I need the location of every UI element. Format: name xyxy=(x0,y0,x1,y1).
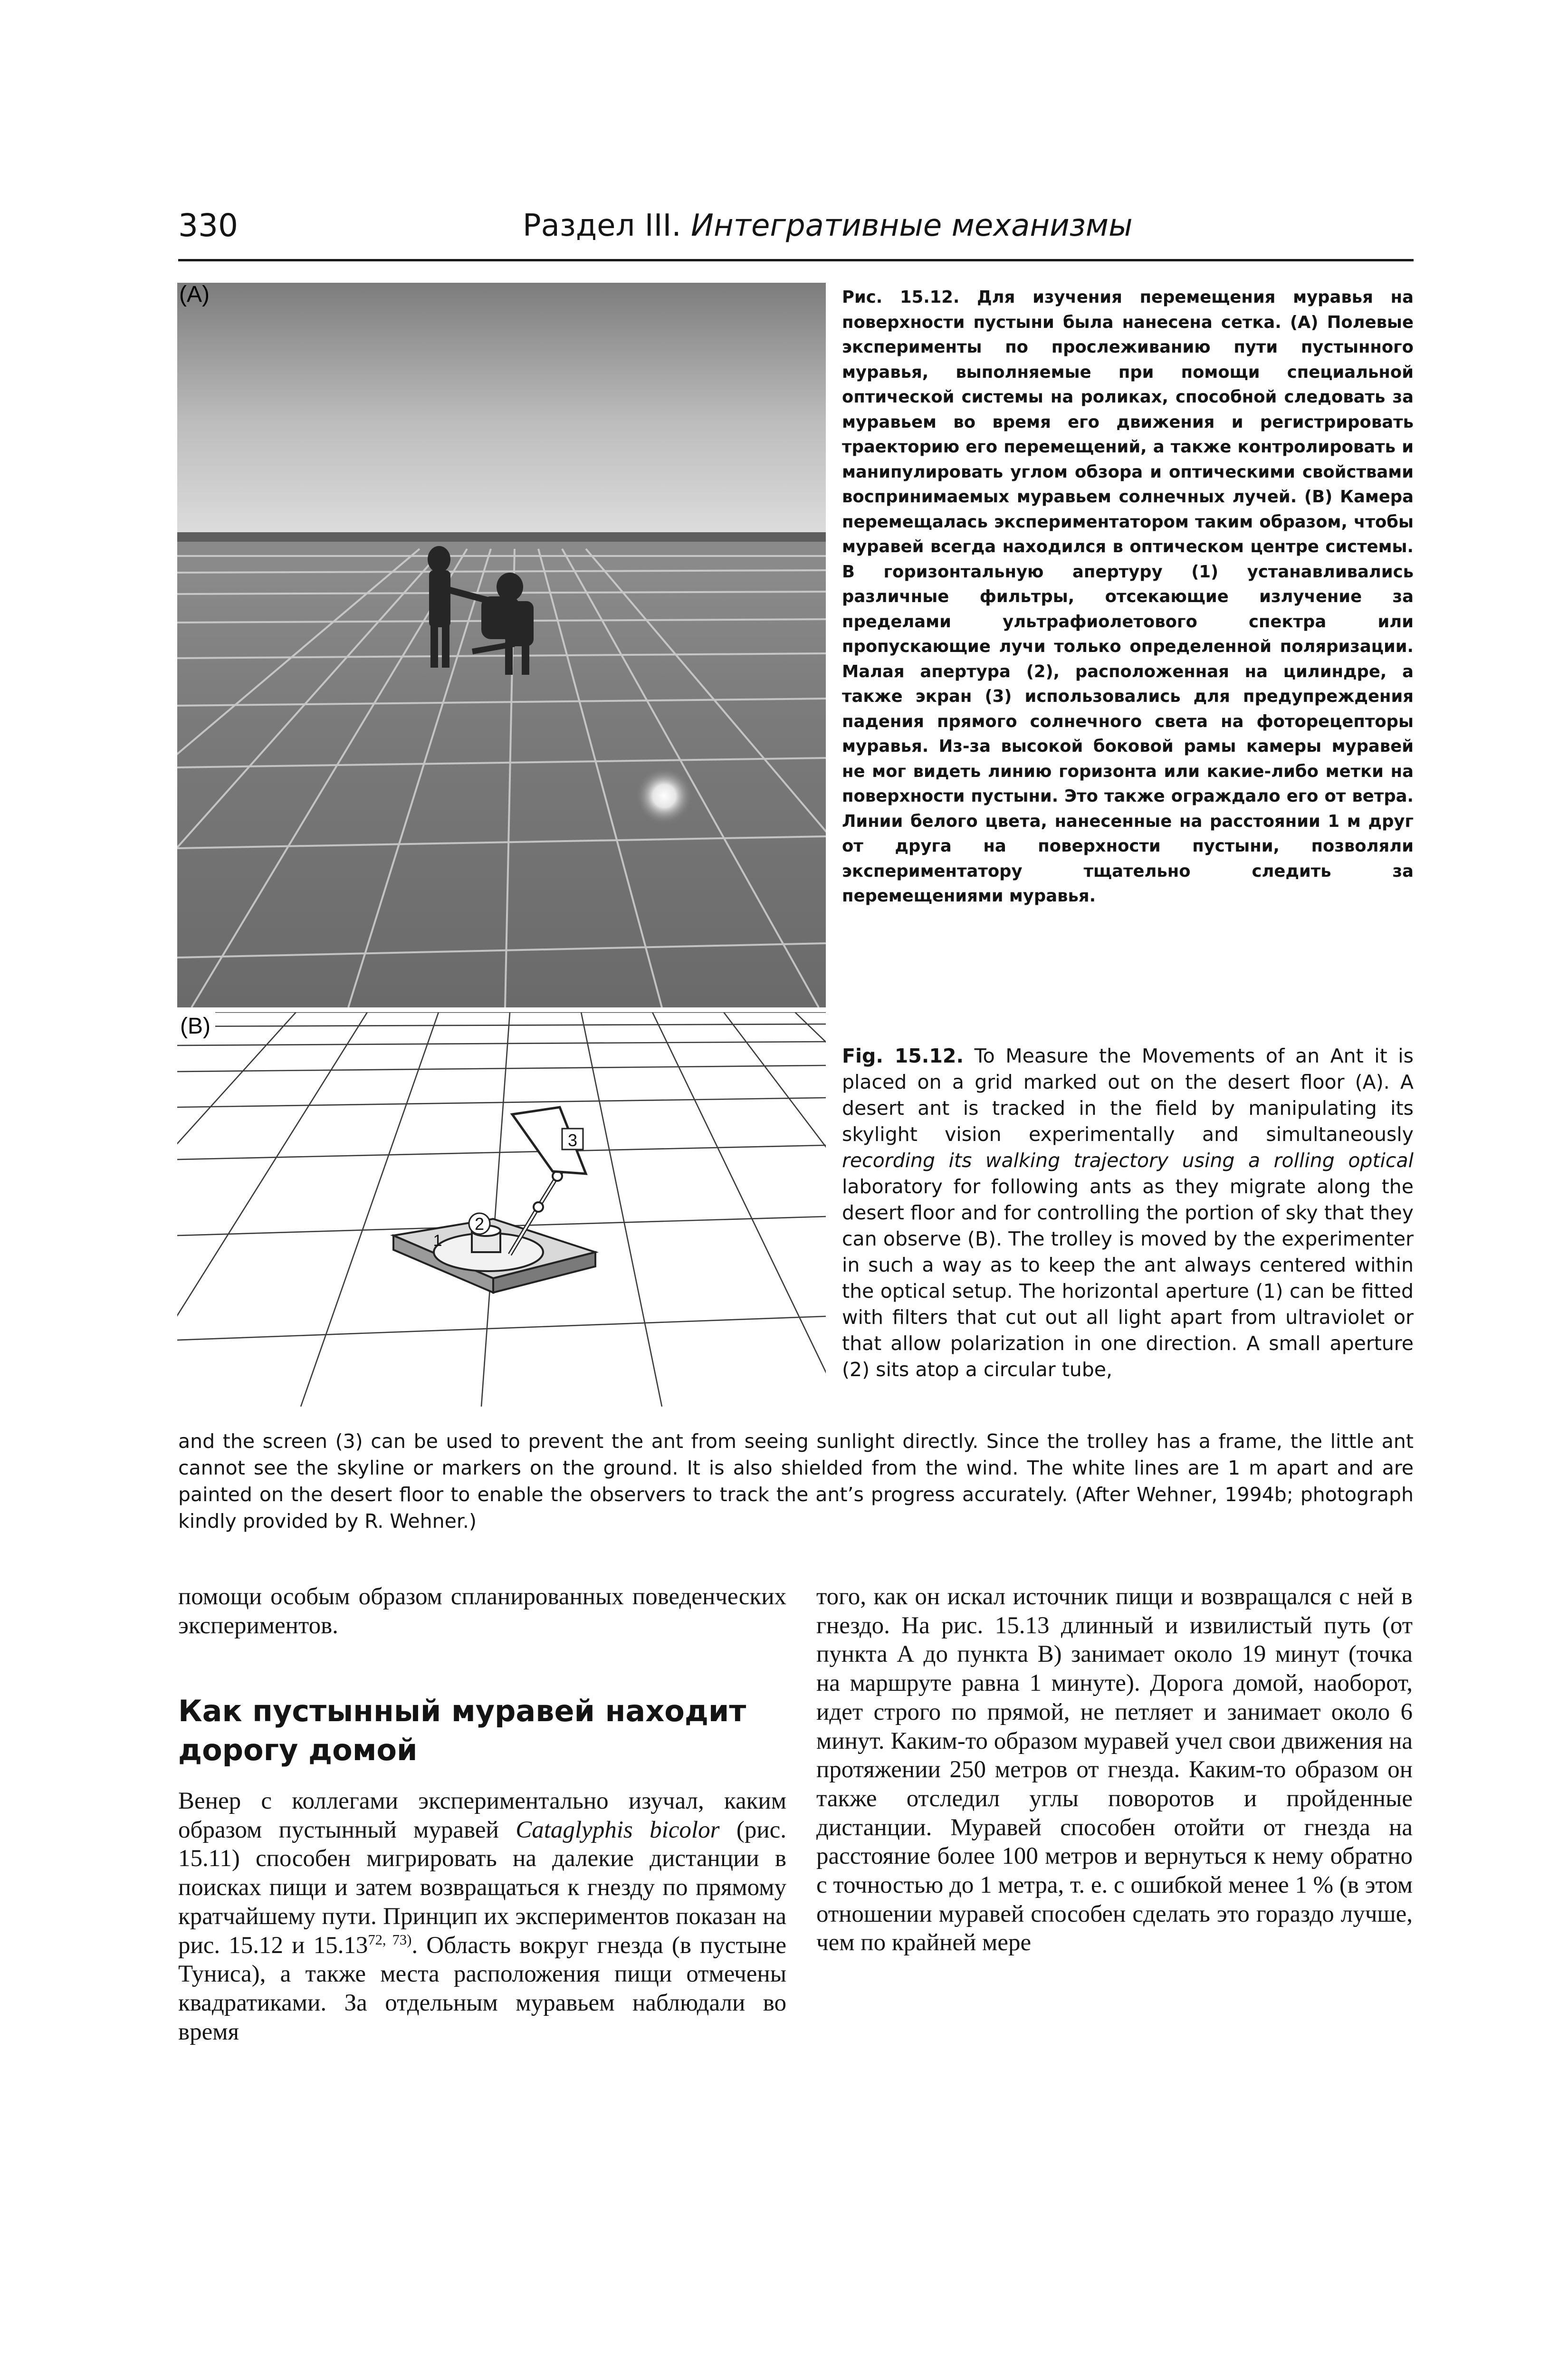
caption-en-text-1: To Measure the Movements of an Ant it is placed on a grid marked out on the desert floor (A). A desert ant is tracked in the field by manipulating its skylight vision experimentally and simultaneously xyxy=(842,1044,1414,1146)
reference-superscript: 72, 73) xyxy=(368,1931,412,1948)
caption-english-continued xyxy=(178,1428,1414,1534)
section-prefix: Раздел III. xyxy=(523,208,681,243)
body-col1-end: . Область вокруг гнезда (в пустыне Туниса), а также места расположения пищи отмечены квадратиками. За отдельным муравьем наблюдали во время xyxy=(178,1932,786,2045)
caption-en-fig-label: Fig. 15.12. xyxy=(842,1044,964,1067)
body-col1-mid: (рис. 15.11) способен мигрировать на далекие дистанции в поисках пищи и затем возвращаться к гнезду по прямому кратчайшему пути. Принцип их экспериментов показан на рис. 15.12 и 15.13 xyxy=(178,1816,787,1959)
label-aperture-1: 1 xyxy=(433,1232,442,1250)
caption-ru-text: Для изучения перемещения муравья на поверхности пустыни была нанесена сетка. (А) Полевые эксперименты по прослеживанию пути пустынного муравья, выполняемые при помощи специальной оптической системы на роликах, способной следовать за муравьем во время его движения и регистрировать траекторию его перемещений, а также контролировать и манипулировать углом обзора и оптическими свойствами воспринимаемых муравьем солнечных лучей. (В) Камера перемещалась экспериментатором таким образом, чтобы муравей всегда находился в оптическом центре системы. В горизонтальную апертуру (1) устанавливались различные фильтры, отсекающие излучение за пределами ультрафиолетового спектра или пропускающие лучи только определенной поляризации. Малая апертура (2), расположенная на цилиндре, а также экран (3) использовались для предупреждения падения прямого солнечного света на фоторецепторы муравья. Из-за высокой боковой рамы камеры муравей не мог видеть линию горизонта или какие-либо метки на поверхности пустыни. Это также ограждало его от ветра. Линии белого цвета, нанесенные на расстоянии 1 м друг от друга на поверхности пустыни, позволяли экспериментатору тщательно следить за перемещениями муравья. xyxy=(842,287,1414,906)
label-screen-3: 3 xyxy=(567,1131,578,1150)
header-rule xyxy=(178,259,1414,261)
caption-en-text-2: laboratory for following ants as they migrate along the desert floor and for controlling the portion of sky that they can observe (B). The trolley is moved by the experimenter in such a way as to keep the ant always centered within the optical setup. The horizontal aperture (1) can be fitted with filters that cut out all light apart from ultraviolet or that allow polarization in one direction. A small aperture (2) sits atop a circular tube, xyxy=(842,1175,1414,1381)
body-column-2 xyxy=(816,1582,1413,1957)
body-column-1 xyxy=(178,1787,786,2046)
running-head xyxy=(178,204,1414,257)
caption-english xyxy=(842,1043,1414,1383)
label-aperture-2: 2 xyxy=(474,1214,485,1234)
panel-a-label: (A) xyxy=(179,283,210,307)
figure-photo-panel-a xyxy=(177,283,826,1007)
body-col1-start: Венер с коллегами экспериментально изучал, каким образом пустынный муравей xyxy=(178,1788,786,1843)
section-title xyxy=(523,204,1133,247)
caption-en-text-wide: and the screen (3) can be used to prevent the ant from seeing sunlight directly. Since the trolley has a frame, the little ant cannot see the skyline or markers on the ground. It is also shielded from the wind. The white lines are 1 m apart and are painted on the desert floor to enable the observers to track the ant’s progress accurately. (After Wehner, 1994b; photograph kindly provided by R. Wehner.) xyxy=(178,1430,1414,1533)
body-col2-text: того, как он искал источник пищи и возвращался с ней в гнездо. На рис. 15.13 длинный и извилистый путь (от пункта А до пункта В) занимает около 19 минут (точка на маршруте равна 1 минуте). Дорога домой, наоборот, идет строго по прямой, не петляет и занимает около 6 минут. Каким-то образом муравей учел свои движения на протяжении 250 метров от гнезда. Каким-то образом он также отследил углы поворотов и пройденные дистанции. Муравей способен отойти от гнезда на расстояние более 100 метров и вернуться к нему обратно с точностью до 1 метра, т. е. с ошибкой менее 1 % (в этом отношении муравей способен сделать это гораздо лучше, чем по крайней мере xyxy=(816,1583,1413,1956)
section-name: Интегративные механизмы xyxy=(691,208,1133,243)
panel-b-label: (B) xyxy=(180,1014,210,1039)
body-col1-top-text: помощи особым образом спланированных поведенческих экспериментов. xyxy=(178,1583,786,1639)
figure-diagram-panel-b xyxy=(177,1012,826,1407)
optical-trolley-diagram xyxy=(177,1012,826,1407)
section-heading: Как пустынный муравей находит дорогу домой xyxy=(178,1694,746,1767)
page-number: 330 xyxy=(178,207,238,244)
caption-en-text-italic: recording its walking trajectory using a rolling optical xyxy=(842,1149,1414,1172)
caption-ru-fig-label: Рис. 15.12. xyxy=(842,287,960,307)
species-name: Cataglyphis bicolor xyxy=(516,1816,720,1843)
body-column-1-top xyxy=(178,1582,786,1640)
caption-russian xyxy=(842,285,1414,909)
desert-grid-photo xyxy=(177,283,826,1007)
